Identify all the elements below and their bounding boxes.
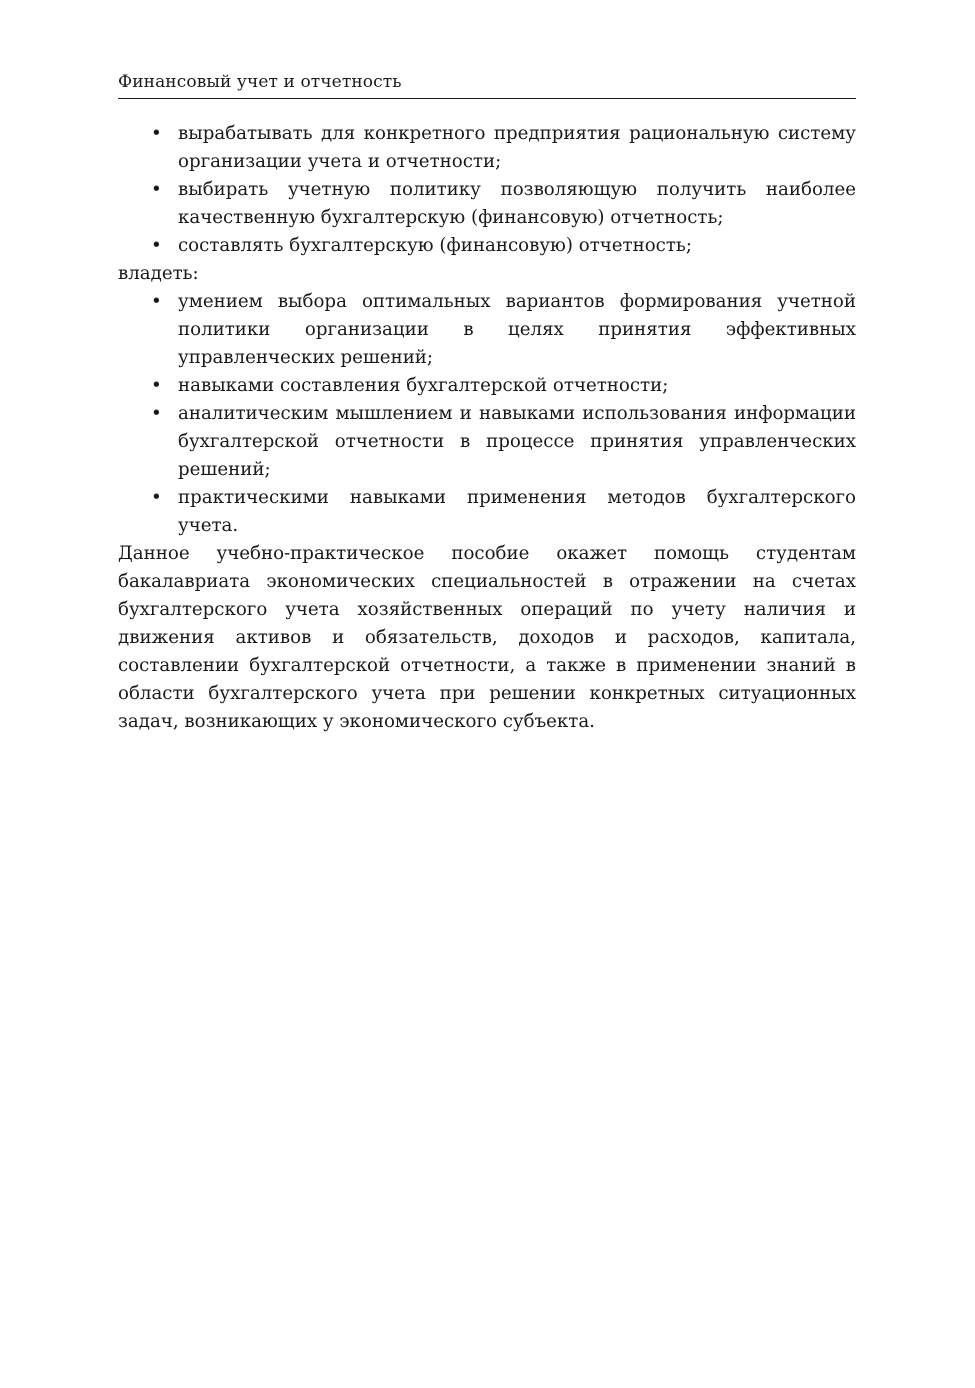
intro-paragraph: Данное учебно-практическое пособие окажет помощь студентам бакалавриата экономических специальностей в отражении на счетах бухгалтерского учета хозяйственных операций по учету наличия и движения активов и обязательств, доходов и расходов, капитала, составлении бухгалтерской отчетности, а также в применении знаний в области бухгалтерского учета при решении конкретных ситуационных задач, возникающих у экономического субъекта. — [118, 543, 856, 732]
list-item: • составлять бухгалтерскую (финансовую) отчетность; — [178, 232, 856, 260]
bullet-icon: • — [151, 403, 162, 424]
own-list — [118, 288, 856, 540]
bullet-icon: • — [151, 235, 162, 256]
bullet-icon: • — [151, 487, 162, 508]
bullet-icon: • — [151, 375, 162, 396]
bullet-icon: • — [151, 179, 162, 200]
bullet-icon: • — [151, 291, 162, 312]
list-item: • умением выбора оптимальных вариантов формирования учетной политики организации в целях принятия эффективных управленческих решений; — [178, 288, 856, 372]
skills-list — [118, 120, 856, 260]
list-item: • практическими навыками применения методов бухгалтерского учета. — [178, 484, 856, 540]
list-item: • аналитическим мышлением и навыками использования информации бухгалтерской отчетности в процессе принятия управленческих решений; — [178, 400, 856, 484]
list-item: • выбирать учетную политику позволяющую получить наиболее качественную бухгалтерскую (финансовую) отчетность; — [178, 176, 856, 232]
list-item: • вырабатывать для конкретного предприятия рациональную систему организации учета и отчетности; — [178, 120, 856, 176]
own-label: владеть: — [118, 263, 199, 284]
page-body — [118, 120, 856, 736]
bullet-icon: • — [151, 123, 162, 144]
running-head — [118, 70, 856, 99]
list-item: • навыками составления бухгалтерской отчетности; — [178, 372, 856, 400]
running-title: Финансовый учет и отчетность — [118, 72, 402, 92]
